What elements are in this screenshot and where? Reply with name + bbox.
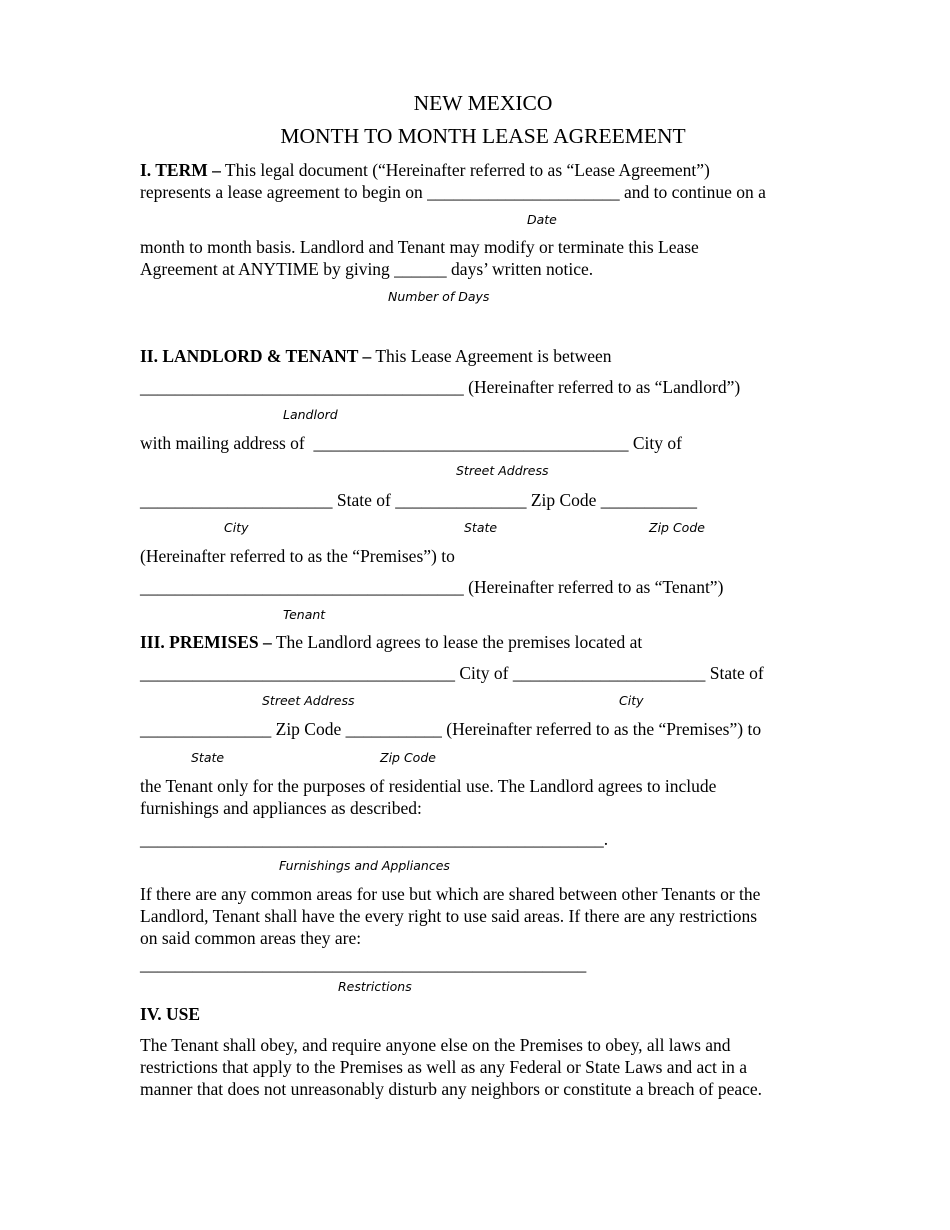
caption-tenant: Tenant [283, 607, 326, 622]
use-paragraph-line-1: The Tenant shall obey, and require anyone else on the Premises to obey, all laws and [140, 1035, 731, 1055]
premises-address-line: ____________________________________ City of ______________________ State of [140, 663, 764, 683]
premises-text-1: The Landlord agrees to lease the premises located at [271, 632, 643, 652]
use-heading-line [140, 1004, 200, 1024]
premises-paragraph-line-4: the Tenant only for the purposes of residential use. The Landlord agrees to include [140, 776, 717, 796]
caption-furnishings-and-appliances: Furnishings and Appliances [279, 858, 450, 873]
term-text-1: This legal document (“Hereinafter referred to as “Lease Agreement”) [220, 160, 710, 180]
premises-paragraph-line-1 [140, 632, 642, 652]
term-paragraph-line-1 [140, 160, 710, 180]
use-paragraph-line-2: restrictions that apply to the Premises as well as any Federal or State Laws and act in a [140, 1057, 747, 1077]
caption-city: City [224, 520, 249, 535]
premises-paragraph-line-5: furnishings and appliances as described: [140, 798, 422, 818]
premises-paragraph-line-7: If there are any common areas for use but which are shared between other Tenants or the [140, 884, 761, 904]
term-heading: I. TERM – [140, 160, 221, 180]
landlord-address-line: with mailing address of ____________________________________ City of [140, 433, 682, 453]
parties-premises-line: (Hereinafter referred to as the “Premises”) to [140, 546, 455, 566]
caption-premises-zip-code: Zip Code [380, 750, 436, 765]
use-paragraph-line-3: manner that does not unreasonably disturb any neighbors or constitute a breach of peace. [140, 1079, 763, 1099]
term-paragraph-line-4: Agreement at ANYTIME by giving ______ days’ written notice. [140, 259, 594, 279]
parties-heading: II. LANDLORD & TENANT – [140, 346, 372, 366]
caption-zip-code: Zip Code [649, 520, 705, 535]
caption-restrictions: Restrictions [338, 979, 412, 994]
landlord-name-line: _____________________________________ (Hereinafter referred to as “Landlord”) [140, 377, 741, 397]
caption-premises-state: State [191, 750, 225, 765]
caption-premises-city: City [619, 693, 644, 708]
parties-paragraph-line-1 [140, 346, 612, 366]
caption-premises-street-address: Street Address [262, 693, 355, 708]
term-paragraph-line-2: represents a lease agreement to begin on ______________________ and to continue on a [140, 182, 766, 202]
restrictions-line: ___________________________________________________ [140, 954, 587, 974]
landlord-city-state-zip-line: ______________________ State of _______________ Zip Code ___________ [140, 490, 698, 510]
caption-landlord: Landlord [283, 407, 338, 422]
caption-number-of-days: Number of Days [388, 289, 490, 304]
premises-state-zip-line: _______________ Zip Code ___________ (Hereinafter referred to as the “Premises”) to [140, 719, 762, 739]
caption-date: Date [527, 212, 557, 227]
parties-text-1: This Lease Agreement is between [371, 346, 612, 366]
document-title: MONTH TO MONTH LEASE AGREEMENT [280, 124, 686, 148]
premises-paragraph-line-9: on said common areas they are: [140, 928, 362, 948]
term-paragraph-line-3: month to month basis. Landlord and Tenant may modify or terminate this Lease [140, 237, 699, 257]
document-title-state: NEW MEXICO [413, 91, 553, 115]
premises-paragraph-line-8: Landlord, Tenant shall have the every right to use said areas. If there are any restrictions [140, 906, 758, 926]
tenant-name-line: _____________________________________ (Hereinafter referred to as “Tenant”) [140, 577, 724, 597]
caption-state: State [464, 520, 498, 535]
use-heading: IV. USE [140, 1004, 200, 1024]
caption-street-address: Street Address [456, 463, 549, 478]
furnishings-line: _____________________________________________________. [140, 829, 609, 849]
premises-heading: III. PREMISES – [140, 632, 272, 652]
